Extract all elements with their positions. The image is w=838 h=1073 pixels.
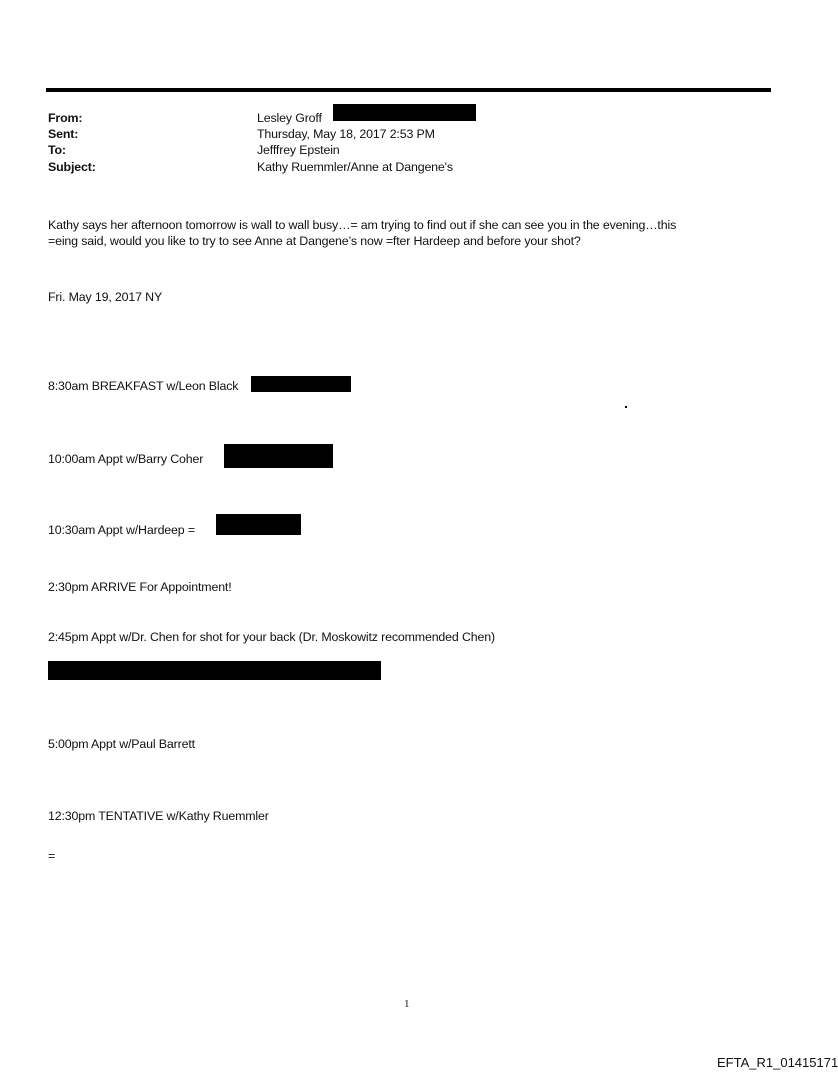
sent-label: Sent: <box>48 127 79 141</box>
schedule-item: 5:00pm Appt w/Paul Barrett <box>48 737 195 751</box>
schedule-date: Fri. May 19, 2017 NY <box>48 290 163 304</box>
page-number: 1 <box>404 998 410 1010</box>
body-line-2: =eing said, would you like to try to see Anne at Dangene’s now =fter Hardeep and before your shot? <box>48 234 581 248</box>
trailing-equals: = <box>48 849 56 863</box>
schedule-item: 12:30pm TENTATIVE w/Kathy Ruemmler <box>48 809 269 823</box>
header-rule <box>46 88 771 92</box>
body-line-1: Kathy says her afternoon tomorrow is wall to wall busy…= am trying to find out if she can see you in the evening…this <box>48 218 677 232</box>
redaction-email <box>333 104 476 121</box>
redaction <box>216 514 301 535</box>
redaction <box>251 376 351 392</box>
subject-value: Kathy Ruemmler/Anne at Dangene's <box>257 160 453 174</box>
to-label: To: <box>48 143 66 157</box>
subject-label: Subject: <box>48 160 96 174</box>
document-id: EFTA_R1_01415171 <box>717 1055 838 1070</box>
sent-value: Thursday, May 18, 2017 2:53 PM <box>257 127 435 141</box>
schedule-item: 8:30am BREAKFAST w/Leon Black <box>48 379 239 393</box>
redaction <box>224 444 333 468</box>
schedule-item: 2:45pm Appt w/Dr. Chen for shot for your back (Dr. Moskowitz recommended Chen) <box>48 630 495 644</box>
schedule-item: 2:30pm ARRIVE For Appointment! <box>48 580 232 594</box>
schedule-item: 10:30am Appt w/Hardeep = <box>48 523 195 537</box>
to-value: Jefffrey Epstein <box>257 143 340 157</box>
from-label: From: <box>48 111 83 125</box>
schedule-item: 10:00am Appt w/Barry Coher <box>48 452 204 466</box>
from-value: Lesley Groff <box>257 111 322 125</box>
stray-dot <box>625 406 627 408</box>
redaction-line <box>48 661 381 680</box>
